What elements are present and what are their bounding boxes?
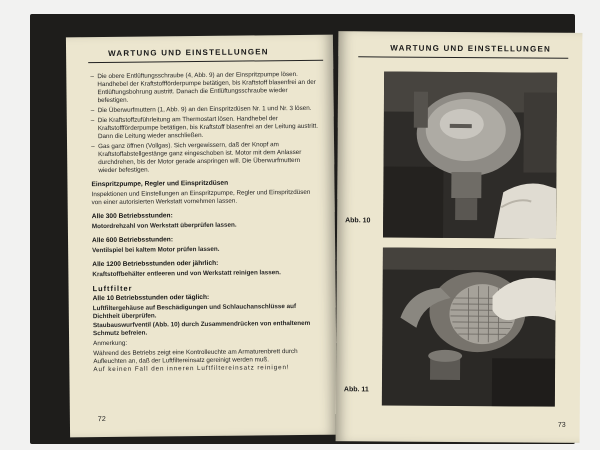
list-item: – Die Überwurfmuttern (1, Abb. 9) an den Einspritzdüsen Nr. 1 und Nr. 3 lösen. [91, 105, 320, 115]
right-page [336, 31, 583, 443]
list-item: – Die Kraftstoffzuführleitung am Thermostart lösen. Handhebel der Kraftstoffförderpumpe betätigen, bis Kraftstoff blasenfrei an der Leitung austritt. Dann die Leitung wieder anschließen. [91, 115, 320, 141]
interval-heading-1200: Alle 1200 Betriebsstunden oder jährlich: [92, 259, 219, 269]
open-book [30, 14, 575, 444]
note-text: Während des Betriebs zeigt eine Kontrolleuchte am Armaturenbrett durch Aufleuchten an, daß der Luftfiltereinsatz gereinigt werden muß. [93, 347, 298, 366]
photo-air-filter-element [382, 247, 556, 406]
staub-text: Staubauswurfventil (Abb. 10) durch Zusammendrücken von enthaltenem Schmutz befreien. [92, 319, 311, 338]
note-title: Anmerkung: [93, 339, 128, 348]
bullet-list [90, 71, 320, 175]
caption-abb-10: Abb. 10 [345, 217, 371, 225]
section-heading-luftfilter: Luftfilter [92, 283, 133, 294]
paragraph: Inspektionen und Einstellungen an Einspritzpumpe, Regler und Einspritzdüsen von einer autorisierten Werkstatt vornehmen lassen. [91, 188, 311, 207]
left-page [66, 35, 337, 438]
interval-text-300: Motordrehzahl von Werkstatt überprüfen lassen. [91, 221, 237, 231]
left-header-rule [88, 60, 323, 63]
left-page-content [90, 71, 322, 376]
interval-heading-10: Alle 10 Betriebsstunden oder täglich: [92, 293, 210, 303]
section-heading-einspritzpumpe: Einspritzpumpe, Regler und Einspritzdüsen [91, 179, 229, 189]
interval-heading-300: Alle 300 Betriebsstunden: [91, 212, 173, 221]
left-page-header: WARTUNG UND EINSTELLUNGEN [108, 47, 269, 58]
right-header-rule [358, 56, 568, 58]
page-number-right: 73 [557, 421, 566, 429]
list-item: – Die obere Entlüftungsschraube (4, Abb. 9) an der Einspritzpumpe lösen. Handhebel der Kraftstoffförderpumpe betätigen, bis Kraftstoff blasenfrei an der Entlüftungsbohrung austritt. Danach die Entlüftungsschraube wieder befestigen. [90, 71, 319, 105]
interval-text-600: Ventilspiel bei kaltem Motor prüfen lassen. [92, 245, 220, 255]
interval-text-1200: Kraftstoffbehälter entleeren und von Werkstatt reinigen lassen. [92, 269, 281, 279]
right-page-header: WARTUNG UND EINSTELLUNGEN [390, 43, 552, 54]
note-warning: Auf keinen Fall den inneren Luftfiltereinsatz reinigen! [93, 364, 290, 374]
list-item: – Gas ganz öffnen (Vollgas). Sich vergewissern, daß der Knopf am Kraftstoffabstellgestänge ganz eingeschoben ist. Motor mit dem Anlasser durchdrehen, bis der Motor gerade anspringen will. Die Überwurfmuttern wieder befestigen. [91, 141, 320, 175]
caption-abb-11: Abb. 11 [343, 386, 369, 394]
page-number-left: 72 [97, 416, 106, 424]
photo-air-filter-housing [383, 71, 557, 238]
interval-heading-600: Alle 600 Betriebsstunden: [92, 236, 174, 245]
interval-text-10: Luftfiltergehäuse auf Beschädigungen und Schlauchanschlüsse auf Dichtheit überprüfen. [92, 303, 297, 321]
